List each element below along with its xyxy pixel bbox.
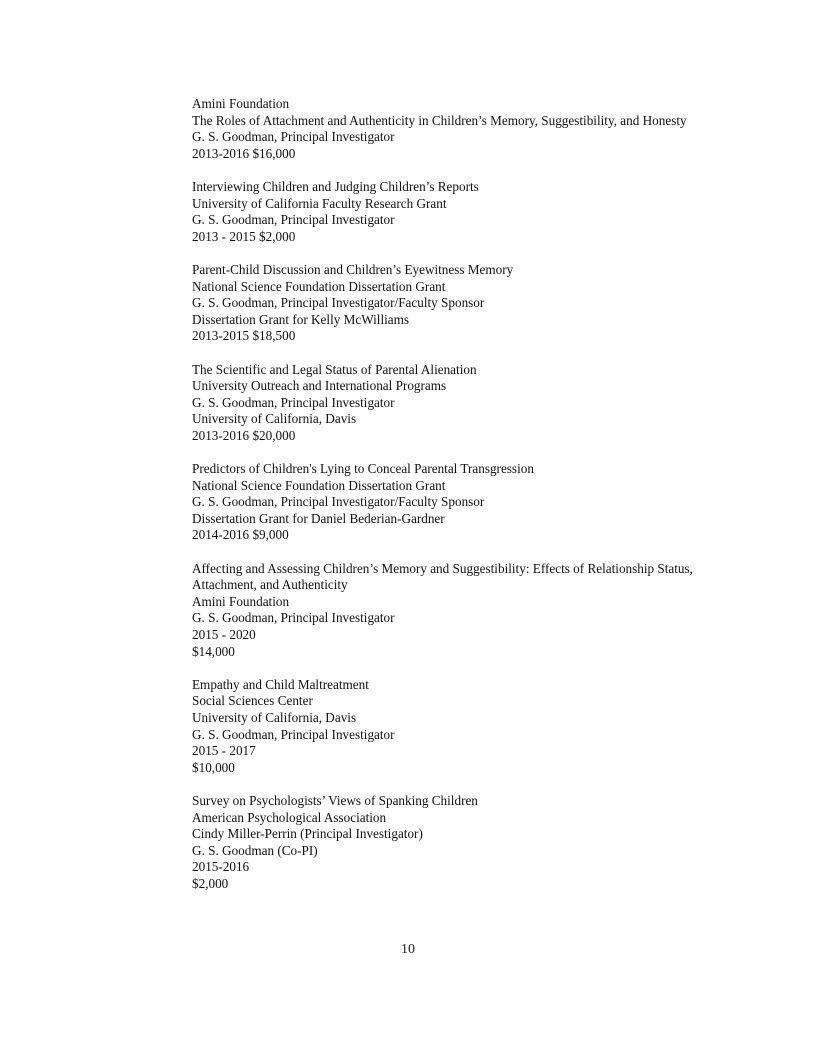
grant-period: 2015 - 2017 xyxy=(192,743,256,759)
page-number: 10 xyxy=(401,942,415,957)
grant-entry xyxy=(192,96,732,162)
grant-amount: $10,000 xyxy=(192,759,235,775)
grant-institution: University of California, Davis xyxy=(192,709,357,725)
grant-period-amount: 2014-2016 $9,000 xyxy=(192,527,289,543)
grant-period: 2015 - 2020 xyxy=(192,627,256,642)
grant-funder: American Psychological Association xyxy=(192,809,387,825)
grant-title: Predictors of Children's Lying to Conceal Parental Transgression xyxy=(192,461,534,477)
grants-list xyxy=(192,96,732,909)
grant-entry xyxy=(192,793,732,893)
grant-entry xyxy=(192,362,732,445)
grant-period-amount: 2013-2016 $16,000 xyxy=(192,145,296,161)
grant-funder: Amini Foundation xyxy=(192,593,290,609)
grant-period-amount: 2013-2015 $18,500 xyxy=(192,328,296,344)
grant-funder: Amini Foundation xyxy=(192,96,290,111)
grant-note: Dissertation Grant for Kelly McWilliams xyxy=(192,311,410,327)
grant-institution: University of California, Davis xyxy=(192,411,357,427)
grant-investigator: G. S. Goodman, Principal Investigator xyxy=(192,212,395,228)
grant-co-investigator: G. S. Goodman (Co-PI) xyxy=(192,842,318,858)
grant-investigator: G. S. Goodman, Principal Investigator/Faculty Sponsor xyxy=(192,295,485,311)
grant-investigator: G. S. Goodman, Principal Investigator xyxy=(192,726,395,742)
grant-funder: University Outreach and International Programs xyxy=(192,378,447,394)
grant-entry xyxy=(192,262,732,345)
grant-investigator: G. S. Goodman, Principal Investigator xyxy=(192,129,395,145)
grant-entry xyxy=(192,561,732,661)
grant-amount: $14,000 xyxy=(192,643,235,659)
grant-period-amount: 2013 - 2015 $2,000 xyxy=(192,228,296,244)
grant-amount: $2,000 xyxy=(192,875,229,891)
grant-entry xyxy=(192,179,732,245)
grant-title: The Roles of Attachment and Authenticity in Children’s Memory, Suggestibility, and Honesty xyxy=(192,112,687,128)
grant-title: Empathy and Child Maltreatment xyxy=(192,676,369,692)
grant-funder: Social Sciences Center xyxy=(192,693,313,709)
grant-title: Survey on Psychologists’ Views of Spanking Children xyxy=(192,792,478,808)
grant-funder: National Science Foundation Dissertation Grant xyxy=(192,477,446,493)
grant-investigator: G. S. Goodman, Principal Investigator xyxy=(192,394,395,410)
grant-title: The Scientific and Legal Status of Parental Alienation xyxy=(192,361,477,377)
grant-title: Interviewing Children and Judging Children’s Reports xyxy=(192,178,479,194)
grant-title: Parent-Child Discussion and Children’s Eyewitness Memory xyxy=(192,261,514,277)
grant-investigator: Cindy Miller-Perrin (Principal Investigator) xyxy=(192,826,423,842)
grant-note: Dissertation Grant for Daniel Bederian-Gardner xyxy=(192,510,445,526)
grant-period-amount: 2013-2016 $20,000 xyxy=(192,427,296,443)
grant-investigator: G. S. Goodman, Principal Investigator/Faculty Sponsor xyxy=(192,494,485,510)
grant-entry xyxy=(192,677,732,777)
grant-investigator: G. S. Goodman, Principal Investigator xyxy=(192,610,395,626)
grant-title: Affecting and Assessing Children’s Memory and Suggestibility: Effects of Relationship Status, Attachment, and Authenticity xyxy=(192,560,696,593)
grant-entry xyxy=(192,461,732,544)
grant-funder: University of California Faculty Research Grant xyxy=(192,195,447,211)
grant-funder: National Science Foundation Dissertation Grant xyxy=(192,278,446,294)
grant-period: 2015-2016 xyxy=(192,859,250,875)
